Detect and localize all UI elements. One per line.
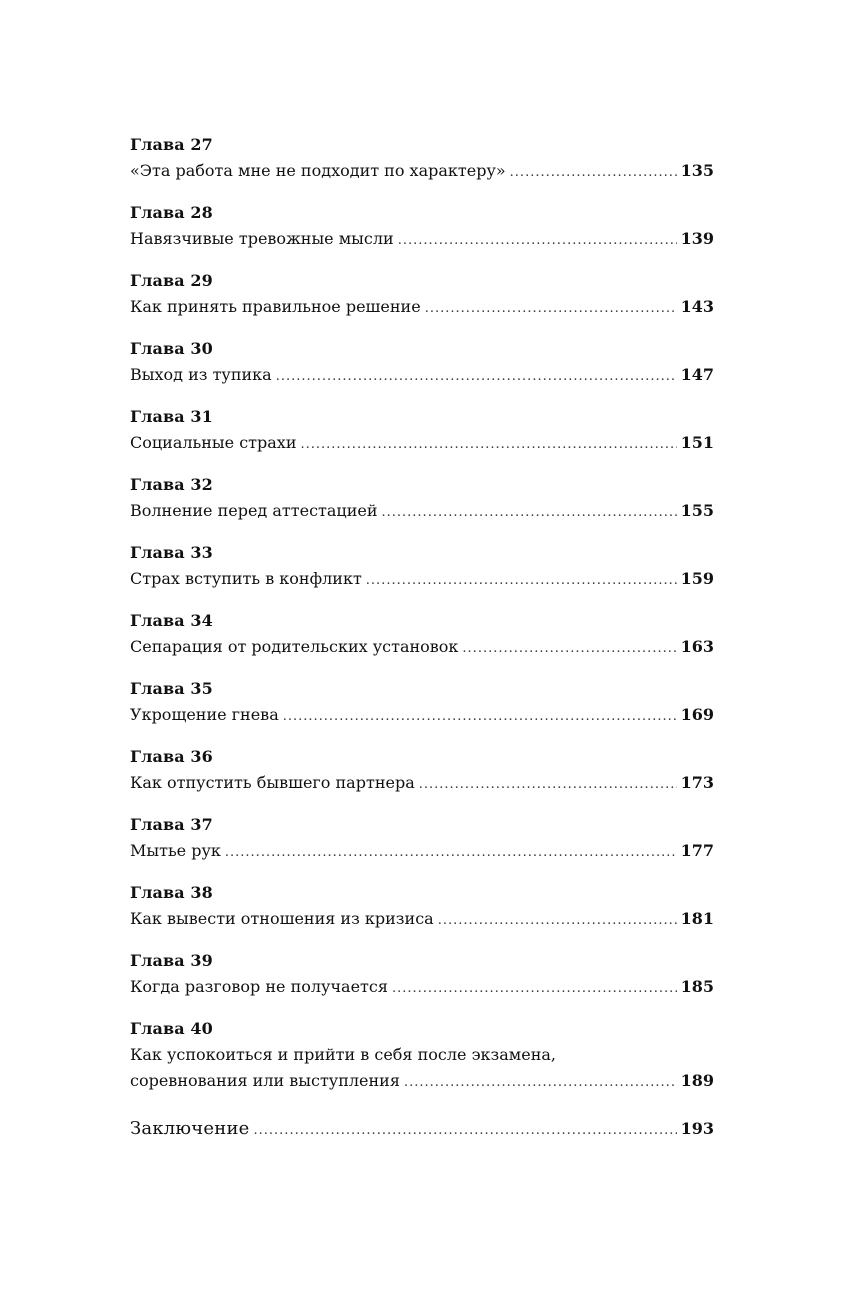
toc-entry-chapter-32: [130, 472, 714, 526]
page-number: 159: [680, 569, 714, 588]
chapter-title: Волнение перед аттестацией: [130, 501, 378, 520]
page-number: 181: [680, 909, 714, 928]
toc-entry-chapter-33: [130, 540, 714, 594]
dot-leader: [366, 568, 677, 594]
chapter-heading: Глава 40: [130, 1019, 213, 1038]
chapter-title: Страх вступить в конфликт: [130, 569, 362, 588]
dot-leader: [404, 1070, 677, 1096]
toc-entry-chapter-29: [130, 268, 714, 322]
toc-entry-chapter-31: [130, 404, 714, 458]
conclusion-title: Заключение: [130, 1118, 250, 1139]
page-number: 143: [680, 297, 714, 316]
page-number: 185: [680, 977, 714, 996]
toc-entry-chapter-27: [130, 132, 714, 186]
chapter-title: Социальные страхи: [130, 433, 297, 452]
dot-leader: [254, 1118, 677, 1144]
page-number: 189: [680, 1071, 714, 1090]
toc-entry-chapter-38: [130, 880, 714, 934]
toc-line: [130, 770, 714, 798]
toc-line: [130, 158, 714, 186]
dot-leader: [425, 296, 677, 322]
chapter-title: Навязчивые тревожные мысли: [130, 229, 394, 248]
dot-leader: [300, 432, 676, 458]
toc-entry-conclusion: [130, 1116, 714, 1144]
page-number: 135: [680, 161, 714, 180]
chapter-heading: Глава 28: [130, 203, 213, 222]
table-of-contents: [130, 132, 714, 1158]
chapter-title: Как отпустить бывшего партнера: [130, 773, 415, 792]
dot-leader: [398, 228, 677, 254]
toc-entry-chapter-37: [130, 812, 714, 866]
toc-line: [130, 566, 714, 594]
toc-line: [130, 974, 714, 1002]
chapter-title: Как принять правильное решение: [130, 297, 421, 316]
toc-entry-chapter-39: [130, 948, 714, 1002]
toc-entry-chapter-34: [130, 608, 714, 662]
chapter-heading: Глава 39: [130, 951, 213, 970]
page-number: 177: [680, 841, 714, 860]
chapter-title: Сепарация от родительских установок: [130, 637, 459, 656]
toc-line: [130, 294, 714, 322]
page-number: 173: [680, 773, 714, 792]
chapter-heading: Глава 35: [130, 679, 213, 698]
toc-line: [130, 362, 714, 390]
chapter-heading: Глава 27: [130, 135, 213, 154]
chapter-title-line-1: Как успокоиться и прийти в себя после экзамена,: [130, 1045, 557, 1064]
dot-leader: [392, 976, 677, 1002]
chapter-heading: Глава 36: [130, 747, 213, 766]
page-number: 169: [680, 705, 714, 724]
toc-line: [130, 1116, 714, 1144]
dot-leader: [382, 500, 677, 526]
chapter-title: Укрощение гнева: [130, 705, 279, 724]
chapter-heading: Глава 32: [130, 475, 213, 494]
chapter-heading: Глава 31: [130, 407, 213, 426]
toc-line: [130, 430, 714, 458]
toc-entry-chapter-36: [130, 744, 714, 798]
page-number: 155: [680, 501, 714, 520]
chapter-heading: Глава 38: [130, 883, 213, 902]
toc-line: [130, 838, 714, 866]
chapter-title: Мытье рук: [130, 841, 221, 860]
chapter-heading: Глава 33: [130, 543, 213, 562]
page-number: 147: [680, 365, 714, 384]
dot-leader: [225, 840, 677, 866]
toc-entry-chapter-28: [130, 200, 714, 254]
chapter-heading: Глава 30: [130, 339, 213, 358]
page-number: 139: [680, 229, 714, 248]
dot-leader: [510, 160, 677, 186]
toc-entry-chapter-30: [130, 336, 714, 390]
page-number: 193: [680, 1119, 714, 1138]
chapter-title: Когда разговор не получается: [130, 977, 388, 996]
chapter-title: соревнования или выступления: [130, 1071, 400, 1090]
chapter-heading: Глава 29: [130, 271, 213, 290]
toc-line: [130, 702, 714, 730]
toc-line: [130, 226, 714, 254]
dot-leader: [462, 636, 676, 662]
toc-line: [130, 906, 714, 934]
chapter-title: Выход из тупика: [130, 365, 272, 384]
toc-line: [130, 1068, 714, 1096]
page-number: 163: [680, 637, 714, 656]
chapter-title: Как вывести отношения из кризиса: [130, 909, 434, 928]
dot-leader: [438, 908, 677, 934]
chapter-title: «Эта работа мне не подходит по характеру»: [130, 161, 506, 180]
dot-leader: [283, 704, 677, 730]
toc-entry-chapter-40: [130, 1016, 714, 1096]
toc-line: [130, 498, 714, 526]
toc-entry-chapter-35: [130, 676, 714, 730]
chapter-heading: Глава 37: [130, 815, 213, 834]
dot-leader: [419, 772, 677, 798]
dot-leader: [276, 364, 677, 390]
page-number: 151: [680, 433, 714, 452]
chapter-heading: Глава 34: [130, 611, 213, 630]
toc-line: [130, 634, 714, 662]
